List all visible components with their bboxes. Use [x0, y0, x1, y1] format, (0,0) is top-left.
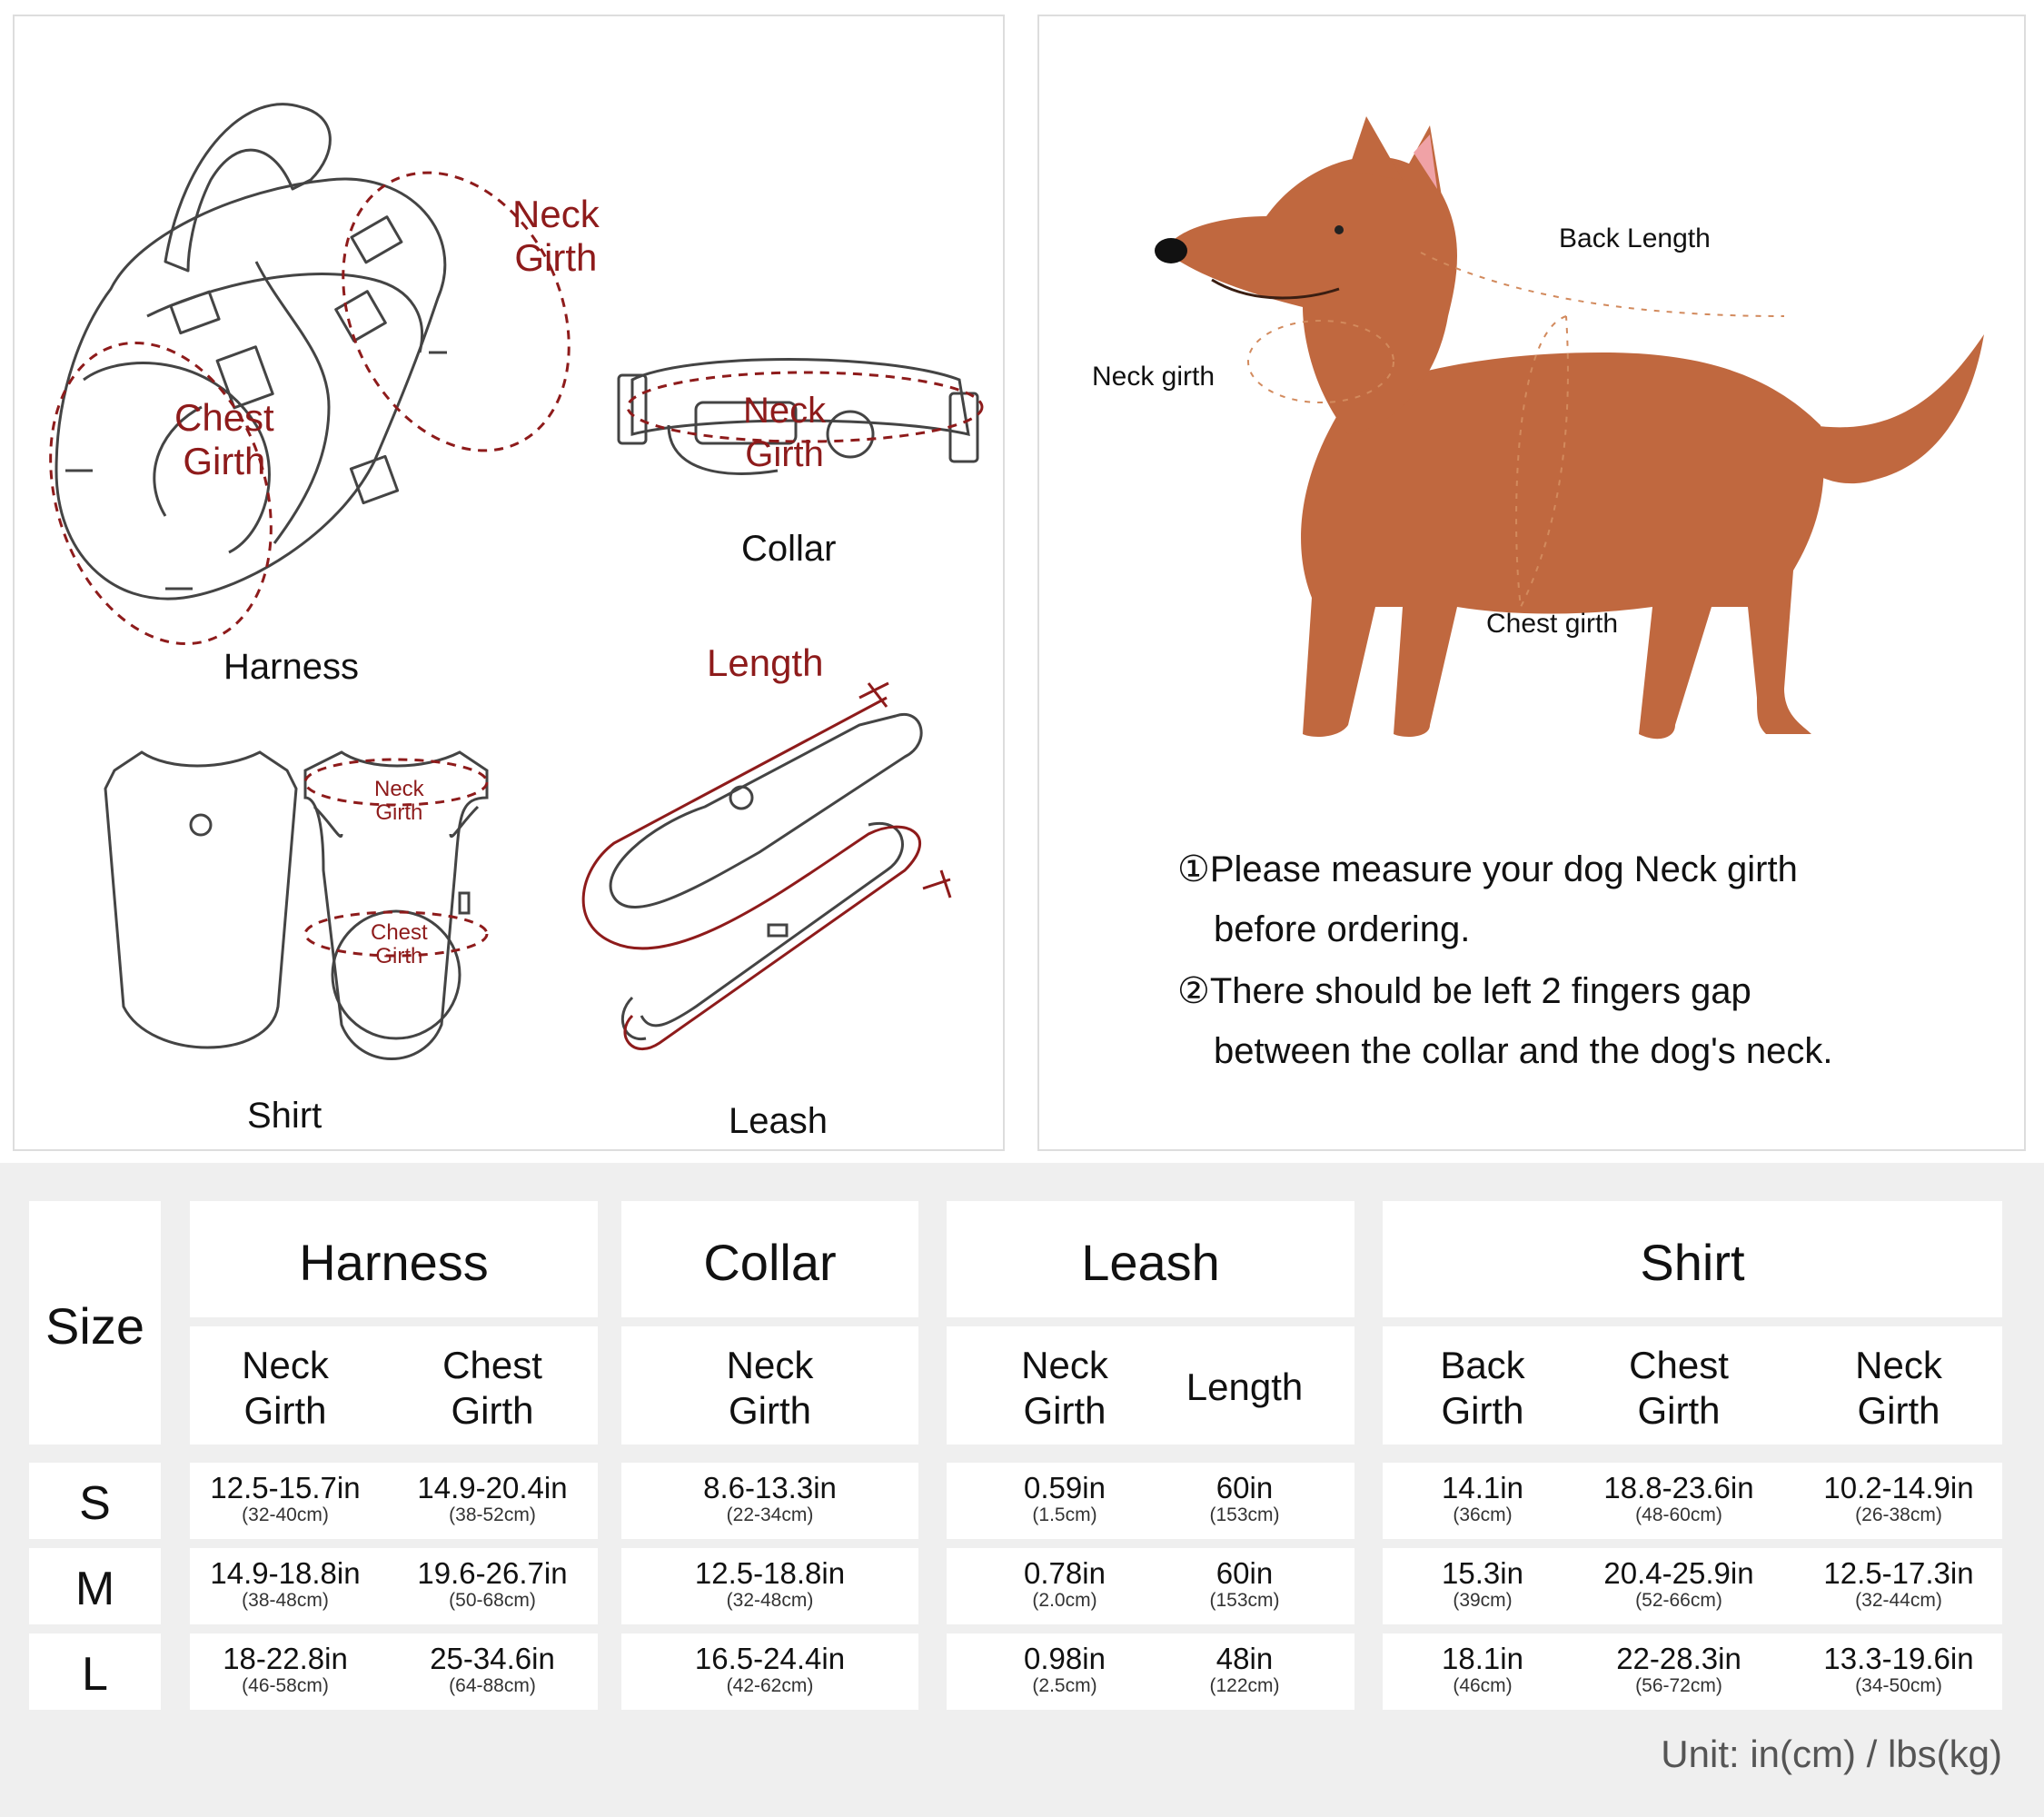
value-in: 12.5-17.3in	[1823, 1556, 1974, 1590]
subheader-word: Chest	[442, 1344, 542, 1386]
shirt-group-header: Shirt	[1640, 1234, 1745, 1291]
subheader-word: Girth	[243, 1389, 327, 1433]
shirt-neck-girth-label	[374, 778, 424, 825]
m-leash-neck	[947, 1557, 1183, 1612]
subheader-word: Girth	[1857, 1389, 1940, 1433]
value-cm: (48-60cm)	[1635, 1504, 1722, 1525]
leash-length-outline	[583, 698, 919, 1049]
value-cm: (2.0cm)	[1032, 1590, 1097, 1611]
value-cm: (2.5cm)	[1032, 1675, 1097, 1696]
l-shirt-chest	[1579, 1643, 1779, 1697]
l-harness-neck	[190, 1643, 381, 1697]
collar-label: Collar	[741, 529, 837, 569]
s-shirt-neck	[1799, 1472, 1999, 1526]
value-cm: (26-38cm)	[1855, 1504, 1942, 1525]
value-cm: (39cm)	[1453, 1590, 1513, 1611]
collar-group-header: Collar	[703, 1234, 837, 1291]
size-s: S	[79, 1477, 111, 1530]
subheader-word: Neck	[726, 1344, 814, 1386]
subheader-word: Back	[1440, 1344, 1525, 1386]
dog-illustration	[1130, 98, 2039, 770]
l-shirt-neck	[1799, 1643, 1999, 1697]
value-cm: (46-58cm)	[242, 1675, 329, 1696]
leash-illustration	[560, 670, 977, 1079]
value-cm: (122cm)	[1209, 1675, 1280, 1696]
size-l: L	[82, 1648, 108, 1701]
value-in: 60in	[1215, 1471, 1274, 1504]
shirt-back-girth-subheader	[1383, 1343, 1583, 1435]
product-illustrations-panel	[13, 15, 1005, 1151]
back-length-label: Back Length	[1559, 223, 1711, 253]
value-in: 25-34.6in	[430, 1642, 555, 1675]
value-cm: (50-68cm)	[449, 1590, 536, 1611]
value-in: 48in	[1215, 1642, 1274, 1675]
shirt-neck-girth-subheader	[1799, 1343, 1999, 1435]
value-in: 14.1in	[1442, 1471, 1523, 1504]
l-leash-length	[1172, 1643, 1317, 1697]
collar-neck-girth-label	[743, 389, 826, 476]
size-table-area	[0, 1163, 2044, 1817]
value-cm: (32-40cm)	[242, 1504, 329, 1525]
s-leash-neck	[947, 1472, 1183, 1526]
m-collar-neck	[621, 1557, 918, 1612]
subheader-word: Length	[1186, 1365, 1304, 1408]
subheader-word: Girth	[1637, 1389, 1721, 1433]
harness-chest-word: Chest	[174, 396, 274, 439]
subheader-word: Chest	[1629, 1344, 1729, 1386]
harness-neck-girth-subheader	[190, 1343, 381, 1435]
leash-length-subheader	[1172, 1365, 1317, 1410]
value-cm: (32-48cm)	[726, 1590, 814, 1611]
unit-note: Unit: in(cm) / lbs(kg)	[1661, 1733, 2002, 1775]
value-cm: (38-52cm)	[449, 1504, 536, 1525]
m-shirt-chest	[1579, 1557, 1779, 1612]
value-cm: (34-50cm)	[1855, 1675, 1942, 1696]
collar-neck-word: Neck	[743, 391, 827, 431]
value-cm: (36cm)	[1453, 1504, 1513, 1525]
m-shirt-back	[1383, 1557, 1583, 1612]
instruction-1-line2: before ordering.	[1214, 909, 1471, 949]
value-cm: (46cm)	[1453, 1675, 1513, 1696]
shirt-chest-girth-label	[371, 921, 428, 968]
dog-measurement-panel	[1037, 15, 2026, 1151]
subheader-word: Girth	[451, 1389, 534, 1433]
value-cm: (64-88cm)	[449, 1675, 536, 1696]
collar-neck-girth-subheader	[621, 1343, 918, 1435]
m-leash-length	[1172, 1557, 1317, 1612]
value-in: 12.5-18.8in	[694, 1556, 846, 1590]
instruction-2-line1: There should be left 2 fingers gap	[1209, 971, 1751, 1011]
size-header: Size	[45, 1297, 144, 1355]
value-cm: (153cm)	[1209, 1504, 1280, 1525]
value-in: 60in	[1215, 1556, 1274, 1590]
instruction-2-line2: between the collar and the dog's neck.	[1214, 1031, 1833, 1071]
shirt-neck-word: Neck	[374, 777, 424, 801]
value-cm: (52-66cm)	[1635, 1590, 1722, 1611]
size-m: M	[74, 1563, 115, 1615]
subheader-word: Girth	[1441, 1389, 1524, 1433]
value-in: 14.9-18.8in	[210, 1556, 361, 1590]
l-harness-chest	[388, 1643, 597, 1697]
value-in: 18-22.8in	[223, 1642, 348, 1675]
value-in: 20.4-25.9in	[1603, 1556, 1754, 1590]
harness-neck-word: Neck	[512, 193, 600, 235]
harness-illustration	[29, 80, 592, 661]
instruction-2-mark: ②	[1177, 971, 1210, 1011]
value-cm: (153cm)	[1209, 1590, 1280, 1611]
shirt-girth-word: Girth	[375, 800, 423, 825]
shirt-illustration	[96, 734, 541, 1079]
subheader-word: Girth	[1023, 1389, 1106, 1433]
l-leash-neck	[947, 1643, 1183, 1697]
value-in: 12.5-15.7in	[210, 1471, 361, 1504]
s-leash-length	[1172, 1472, 1317, 1526]
harness-chest-girth-label	[174, 396, 274, 483]
value-in: 18.1in	[1442, 1642, 1523, 1675]
value-in: 15.3in	[1442, 1556, 1523, 1590]
s-shirt-back	[1383, 1472, 1583, 1526]
value-cm: (1.5cm)	[1032, 1504, 1097, 1525]
m-shirt-neck	[1799, 1557, 1999, 1612]
value-cm: (56-72cm)	[1635, 1675, 1722, 1696]
chest-girth-label: Chest girth	[1486, 609, 1619, 639]
value-in: 8.6-13.3in	[703, 1471, 837, 1504]
value-cm: (42-62cm)	[726, 1675, 814, 1696]
s-collar-neck	[621, 1472, 918, 1526]
subheader-word: Neck	[242, 1344, 329, 1386]
l-collar-neck	[621, 1643, 918, 1697]
harness-chest-girth-subheader	[388, 1343, 597, 1435]
leash-label: Leash	[729, 1101, 828, 1141]
subheader-word: Girth	[728, 1389, 811, 1433]
harness-girth-word: Girth	[514, 236, 598, 279]
instruction-1-mark: ①	[1177, 849, 1210, 889]
value-in: 13.3-19.6in	[1823, 1642, 1974, 1675]
value-in: 0.98in	[1024, 1642, 1106, 1675]
value-cm: (38-48cm)	[242, 1590, 329, 1611]
harness-neck-girth-label	[512, 193, 600, 280]
l-shirt-back	[1383, 1643, 1583, 1697]
value-cm: (22-34cm)	[726, 1504, 814, 1525]
value-in: 0.78in	[1024, 1556, 1106, 1590]
value-in: 16.5-24.4in	[694, 1642, 846, 1675]
shirt-label: Shirt	[247, 1096, 322, 1136]
value-in: 14.9-20.4in	[417, 1471, 568, 1504]
instruction-2	[1177, 961, 1832, 1081]
value-cm: (32-44cm)	[1855, 1590, 1942, 1611]
value-in: 0.59in	[1024, 1471, 1106, 1504]
s-shirt-chest	[1579, 1472, 1779, 1526]
value-in: 19.6-26.7in	[417, 1556, 568, 1590]
s-harness-neck	[190, 1472, 381, 1526]
subheader-word: Neck	[1021, 1344, 1108, 1386]
subheader-word: Neck	[1855, 1344, 1942, 1386]
collar-girth-word: Girth	[745, 434, 824, 474]
value-in: 18.8-23.6in	[1603, 1471, 1754, 1504]
shirt-chest-girth-word: Girth	[375, 944, 423, 968]
harness-chest-girth-word: Girth	[183, 440, 266, 482]
shirt-chest-girth-subheader	[1579, 1343, 1779, 1435]
shirt-chest-word: Chest	[371, 920, 428, 945]
leash-length-label: Length	[707, 641, 824, 684]
instruction-1	[1177, 839, 1798, 959]
value-in: 10.2-14.9in	[1823, 1471, 1974, 1504]
value-in: 22-28.3in	[1616, 1642, 1741, 1675]
m-harness-chest	[388, 1557, 597, 1612]
instruction-1-line1: Please measure your dog Neck girth	[1209, 849, 1798, 889]
neck-girth-label: Neck girth	[1092, 362, 1215, 392]
leash-group-header: Leash	[1081, 1234, 1220, 1291]
s-harness-chest	[388, 1472, 597, 1526]
harness-group-header: Harness	[299, 1234, 489, 1291]
harness-label: Harness	[223, 647, 359, 687]
m-harness-neck	[190, 1557, 381, 1612]
leash-neck-girth-subheader	[947, 1343, 1183, 1435]
